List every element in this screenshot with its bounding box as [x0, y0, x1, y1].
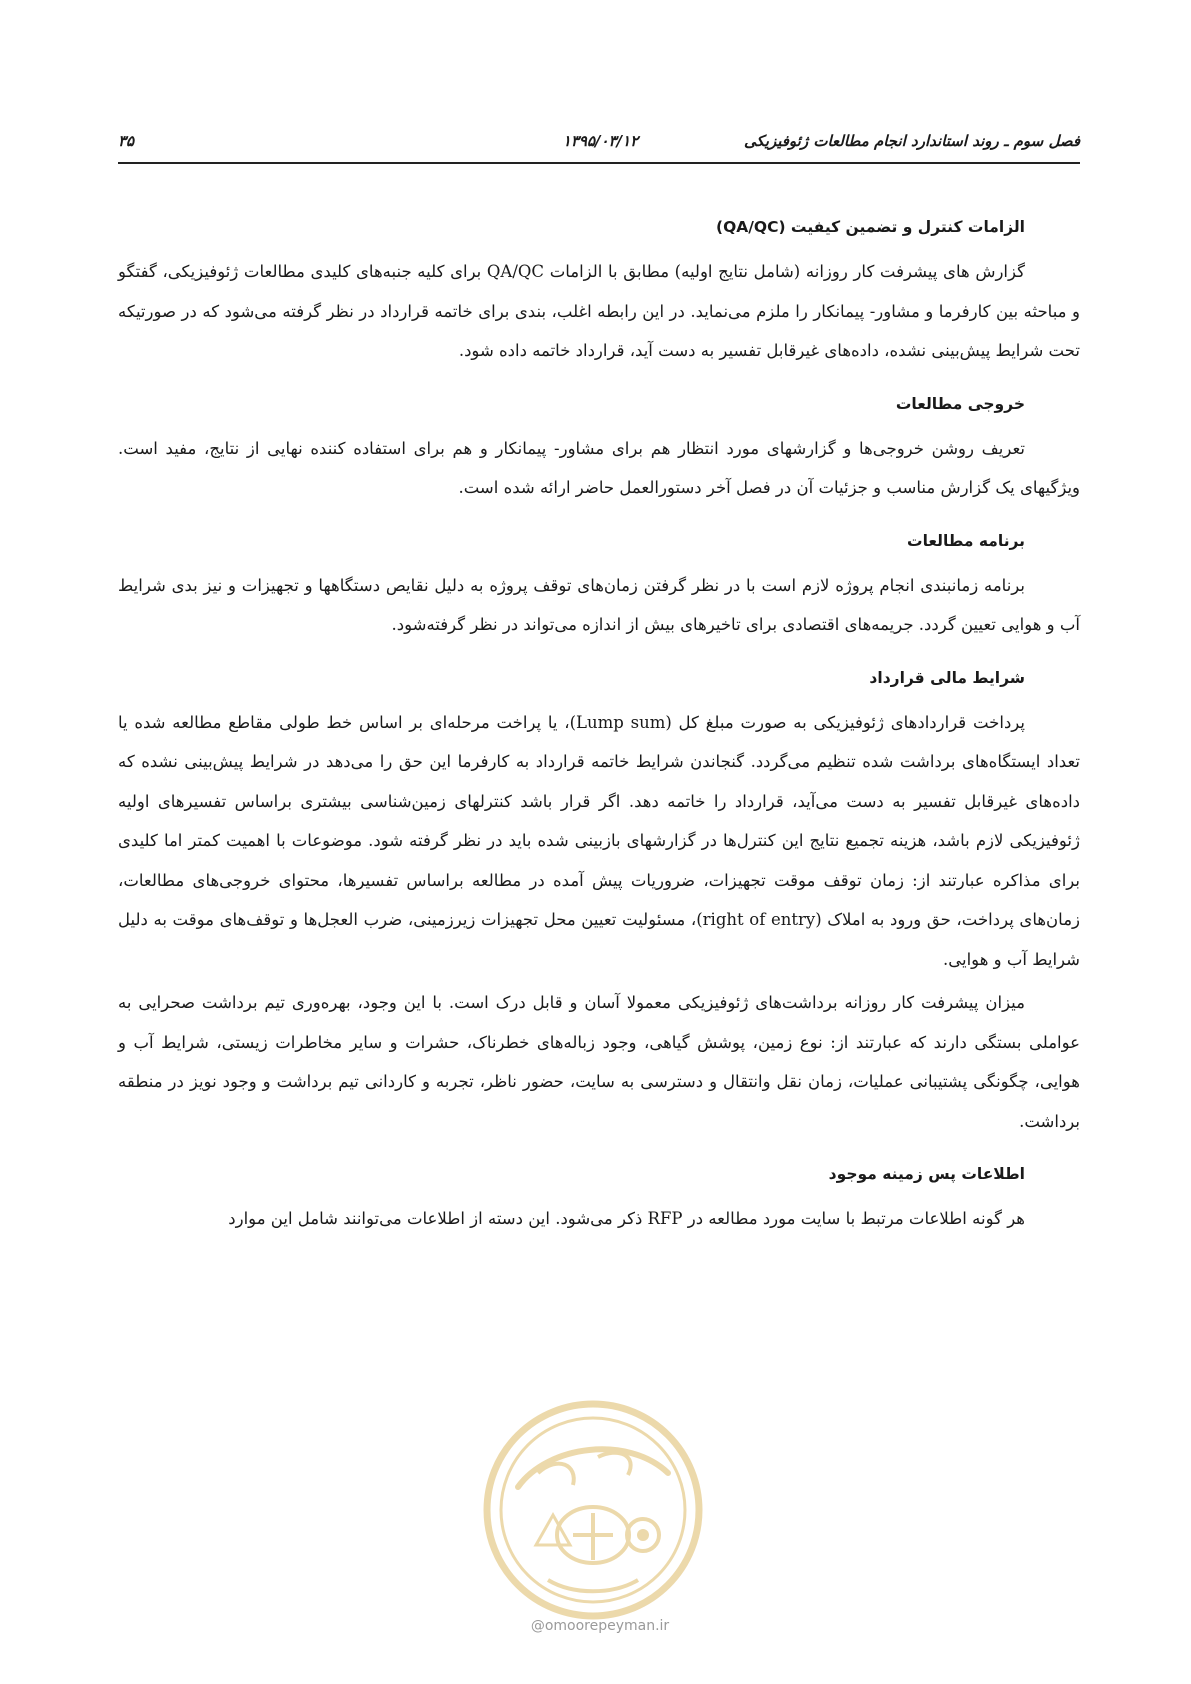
- section-schedule: [118, 526, 1080, 645]
- section-outputs: [118, 389, 1080, 508]
- watermark-site-label: [480, 1618, 720, 1634]
- watermark-site: omoorepeyman.ir: [544, 1618, 670, 1634]
- paragraph: گزارش های پیشرفت کار روزانه (شامل نتایج اولیه) مطابق با الزامات QA/QC برای کلیه جنبه‌های کلیدی مطالعات ژئوفیزیکی، گفتگو و مباحثه بین کارفرما و مشاور- پیمانکار را ملزم می‌نماید. در این رابطه اغلب، بندی برای خاتمه قرارداد در نظر گرفته می‌شود که در صورتیکه تحت شرایط پیش‌بینی نشده، داده‌های غیرقابل تفسیر به دست آید، قرارداد خاتمه داده شود.: [118, 262, 1080, 360]
- paragraph: برنامه زمانبندی انجام پروژه لازم است با در نظر گرفتن زمان‌های توقف پروژه به دلیل نقایص دستگاهها و تجهیزات و نیز بدی شرایط آب و هوایی تعیین گردد. جریمه‌های اقتصادی برای تاخیرهای بیش از اندازه می‌تواند در نظر گرفته‌شود.: [118, 575, 1080, 634]
- section-heading: اطلاعات پس زمینه موجود: [828, 1165, 1025, 1183]
- paragraph: میزان پیشرفت کار روزانه برداشت‌های ژئوفیزیکی معمولا آسان و قابل درک است. با این وجود، بهره‌وری تیم برداشت صحرایی به عواملی بستگی دارند که عبارتند از: نوع زمین، پوشش گیاهی، وجود زباله‌های خطرناک، حشرات و سایر مخاطرات زیستی، شرایط آب و هوایی، چگونگی پشتیبانی عملیات، زمان نقل وانتقال و دسترسی به سایت، حضور ناظر، تجربه و کاردانی تیم برداشت و وجود نویز در منطقه برداشت.: [118, 993, 1080, 1131]
- chapter-title: فصل سوم ـ روند استاندارد انجام مطالعات ژئوفیزیکی: [744, 132, 1080, 150]
- section-heading: برنامه مطالعات: [907, 531, 1025, 550]
- section-financial-terms: [118, 663, 1080, 1142]
- page-number: ۳۵: [118, 132, 135, 150]
- watermark-seal-icon: [478, 1395, 708, 1625]
- section-qa-qc: [118, 212, 1080, 371]
- section-heading: شرایط مالی قرارداد: [869, 668, 1025, 687]
- page-header: [118, 128, 1080, 164]
- section-heading: خروجی مطالعات: [895, 394, 1025, 413]
- paragraph: تعریف روشن خروجی‌ها و گزارشهای مورد انتظار هم برای مشاور- پیمانکار و هم برای استفاده کننده نهایی از نتایج، مفید است. ویژگیهای یک گزارش مناسب و جزئیات آن در فصل آخر دستورالعمل حاضر ارائه شده است.: [118, 438, 1080, 497]
- at-icon: @: [530, 1618, 545, 1634]
- section-heading: الزامات کنترل و تضمین کیفیت (QA/QC): [715, 218, 1025, 236]
- section-background-info: [118, 1159, 1080, 1239]
- paragraph: هر گونه اطلاعات مرتبط با سایت مورد مطالعه در RFP ذکر می‌شود. این دسته از اطلاعات می‌توانند شامل این موارد: [228, 1209, 1025, 1228]
- header-date: ۱۳۹۵/۰۳/۱۲: [562, 132, 639, 150]
- paragraph: پرداخت قراردادهای ژئوفیزیکی به صورت مبلغ کل (Lump sum)، یا پراخت مرحله‌ای بر اساس خط طولی مقاطع مطالعه شده یا تعداد ایستگاه‌های برداشت شده تنظیم می‌گردد. گنجاندن شرایط خاتمه قرارداد به کارفرما این حق را می‌دهد در شرایط پیش‌بینی نشده که داده‌های غیرقابل تفسیر به دست می‌آید، قرارداد را خاتمه دهد. اگر قرار باشد کنترلهای زمین‌شناسی بیشتری براساس تفسیرهای اولیه ژئوفیزیکی لازم باشد، هزینه تجمیع نتایج این کنترل‌ها در گزارشهای بازبینی شده باید در نظر گرفته شود. موضوعات با اهمیت کمتر اما کلیدی برای مذاکره عبارتند از: زمان توقف موقت تجهیزات، ضروریات پیش آمده در مطالعه براساس تفسیرها، محتوای خروجی‌های مطالعات، زمان‌های پرداخت، حق ورود به املاک (right of entry)، مسئولیت تعیین محل تجهیزات زیرزمینی، ضرب العجل‌ها و توقف‌های موقت به دلیل شرایط آب و هوایی.: [118, 712, 1081, 969]
- document-body: [118, 212, 1080, 1257]
